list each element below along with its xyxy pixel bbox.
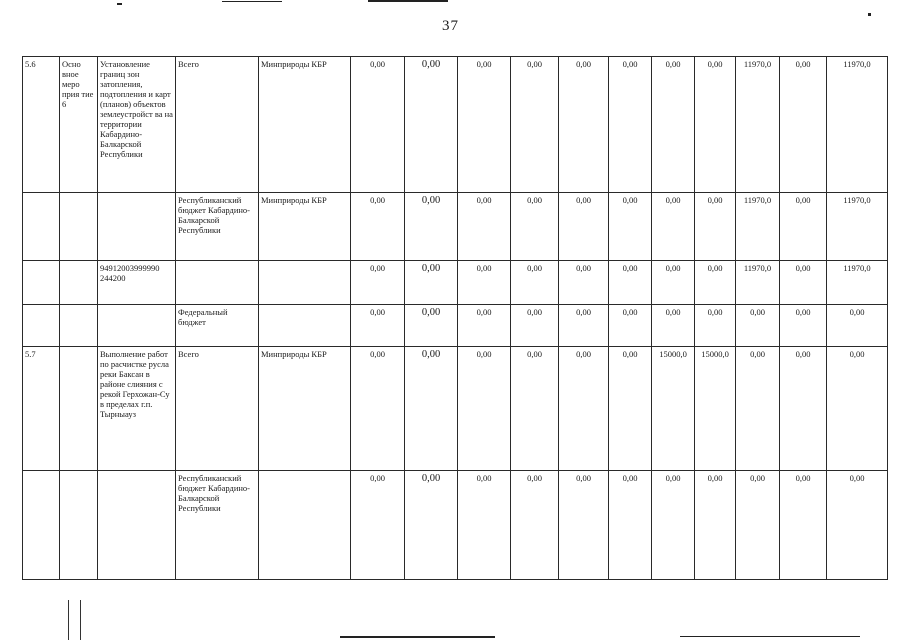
value-cell: 0,00: [351, 347, 405, 471]
measure-name-cell: Установление границ зон затопления, подтопления и карт (планов) объектов землеустройст ва на территории Кабардино-Балкарской Республики: [98, 57, 176, 193]
measure-type-cell: [60, 347, 98, 471]
value-cell: 0,00: [511, 347, 559, 471]
value-cell: 11970,0: [827, 261, 888, 305]
value-cell: 0,00: [405, 193, 458, 261]
value-cell: 0,00: [351, 193, 405, 261]
value-cell: 11970,0: [736, 193, 780, 261]
table-row: [23, 305, 888, 347]
scan-mark-top-1: [117, 3, 122, 5]
measure-type-cell: [60, 261, 98, 305]
funding-source-cell: Всего: [176, 57, 259, 193]
value-cell: 0,00: [609, 261, 652, 305]
executor-cell: [259, 471, 351, 580]
value-cell: 0,00: [511, 193, 559, 261]
value-cell: 0,00: [511, 305, 559, 347]
value-cell: 0,00: [511, 57, 559, 193]
value-cell: 0,00: [458, 57, 511, 193]
value-cell: 0,00: [695, 305, 736, 347]
value-cell: 15000,0: [695, 347, 736, 471]
value-cell: 0,00: [736, 305, 780, 347]
scan-mark-bottom-1: [340, 636, 495, 638]
row-number-cell: 5.6: [23, 57, 60, 193]
measure-name-cell: [98, 193, 176, 261]
value-cell: 0,00: [351, 471, 405, 580]
measure-name-cell: [98, 471, 176, 580]
page-number: 37: [442, 18, 459, 34]
value-cell: 0,00: [405, 347, 458, 471]
row-number-cell: [23, 471, 60, 580]
value-cell: 0,00: [405, 261, 458, 305]
value-cell: 0,00: [652, 57, 695, 193]
value-cell: 0,00: [780, 347, 827, 471]
funding-source-cell: Республиканский бюджет Кабардино-Балкарской Республики: [176, 193, 259, 261]
value-cell: 11970,0: [827, 57, 888, 193]
value-cell: 0,00: [736, 347, 780, 471]
value-cell: 0,00: [559, 347, 609, 471]
value-cell: 0,00: [351, 261, 405, 305]
value-cell: 0,00: [458, 193, 511, 261]
executor-cell: [259, 305, 351, 347]
funding-source-cell: Всего: [176, 347, 259, 471]
measure-name-cell: [98, 305, 176, 347]
value-cell: 0,00: [458, 471, 511, 580]
row-number-cell: [23, 193, 60, 261]
value-cell: 0,00: [609, 305, 652, 347]
measure-type-cell: [60, 193, 98, 261]
value-cell: 0,00: [609, 57, 652, 193]
value-cell: 0,00: [559, 471, 609, 580]
scan-vertical-line-2: [80, 600, 81, 640]
value-cell: 0,00: [559, 57, 609, 193]
value-cell: 0,00: [609, 471, 652, 580]
scan-mark-bottom-2: [680, 636, 860, 637]
executor-cell: Минприроды КБР: [259, 57, 351, 193]
value-cell: 0,00: [780, 193, 827, 261]
value-cell: 0,00: [405, 471, 458, 580]
value-cell: 0,00: [695, 193, 736, 261]
table-row: [23, 347, 888, 471]
value-cell: 11970,0: [827, 193, 888, 261]
value-cell: 0,00: [652, 193, 695, 261]
measure-name-cell: 94912003999990 244200: [98, 261, 176, 305]
value-cell: 0,00: [695, 471, 736, 580]
table-row: [23, 261, 888, 305]
value-cell: 0,00: [405, 57, 458, 193]
value-cell: 0,00: [695, 57, 736, 193]
value-cell: 11970,0: [736, 261, 780, 305]
value-cell: 0,00: [351, 57, 405, 193]
value-cell: 0,00: [559, 305, 609, 347]
measure-name-cell: Выполнение работ по расчистке русла реки Баксан в районе слияния с рекой Герхожан-Су в пределах г.п. Тырныауз: [98, 347, 176, 471]
value-cell: 0,00: [780, 57, 827, 193]
measure-type-cell: Осно вное меро прия тие 6: [60, 57, 98, 193]
row-number-cell: [23, 305, 60, 347]
scan-mark-top-3: [368, 0, 448, 2]
budget-table: [22, 56, 888, 580]
scan-mark-corner: [868, 13, 871, 16]
value-cell: 0,00: [652, 305, 695, 347]
measure-type-cell: [60, 305, 98, 347]
value-cell: 0,00: [351, 305, 405, 347]
value-cell: 0,00: [780, 471, 827, 580]
table-row: [23, 471, 888, 580]
value-cell: 0,00: [652, 261, 695, 305]
value-cell: 0,00: [609, 347, 652, 471]
value-cell: 0,00: [511, 471, 559, 580]
executor-cell: [259, 261, 351, 305]
row-number-cell: 5.7: [23, 347, 60, 471]
value-cell: 15000,0: [652, 347, 695, 471]
value-cell: 0,00: [559, 193, 609, 261]
table-row: [23, 193, 888, 261]
table-row: [23, 57, 888, 193]
value-cell: 0,00: [405, 305, 458, 347]
funding-source-cell: Республиканский бюджет Кабардино-Балкарской Республики: [176, 471, 259, 580]
value-cell: 11970,0: [736, 57, 780, 193]
executor-cell: Минприроды КБР: [259, 193, 351, 261]
value-cell: 0,00: [780, 261, 827, 305]
value-cell: 0,00: [652, 471, 695, 580]
executor-cell: Минприроды КБР: [259, 347, 351, 471]
value-cell: 0,00: [827, 305, 888, 347]
value-cell: 0,00: [695, 261, 736, 305]
value-cell: 0,00: [458, 261, 511, 305]
row-number-cell: [23, 261, 60, 305]
funding-source-cell: Федеральный бюджет: [176, 305, 259, 347]
scan-vertical-line-1: [68, 600, 69, 640]
value-cell: 0,00: [511, 261, 559, 305]
funding-source-cell: [176, 261, 259, 305]
value-cell: 0,00: [609, 193, 652, 261]
value-cell: 0,00: [559, 261, 609, 305]
value-cell: 0,00: [458, 347, 511, 471]
value-cell: 0,00: [458, 305, 511, 347]
value-cell: 0,00: [827, 347, 888, 471]
value-cell: 0,00: [827, 471, 888, 580]
value-cell: 0,00: [780, 305, 827, 347]
scan-mark-top-2: [222, 1, 282, 2]
measure-type-cell: [60, 471, 98, 580]
value-cell: 0,00: [736, 471, 780, 580]
